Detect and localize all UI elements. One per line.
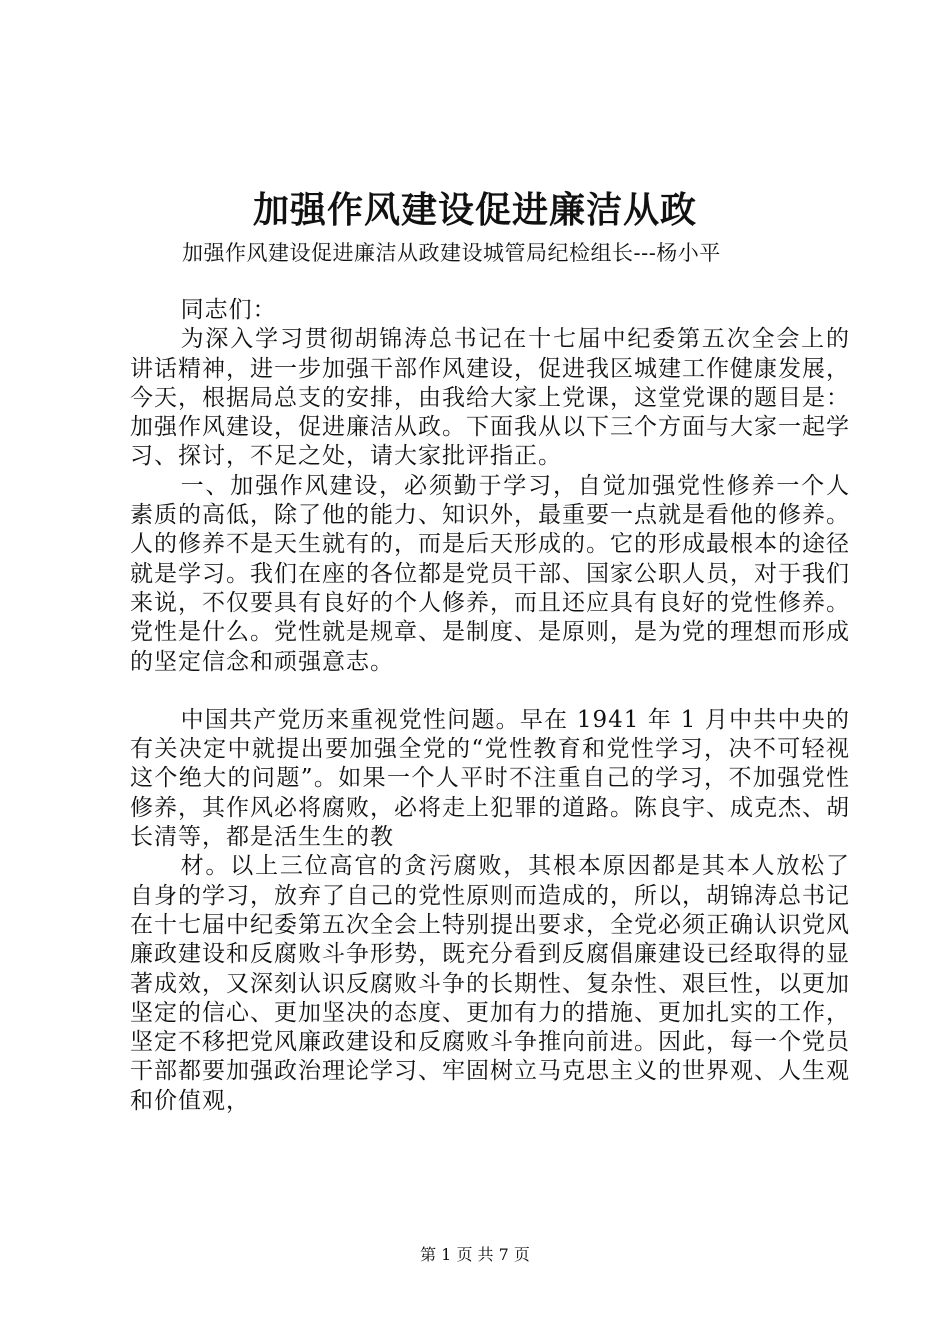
party-history-paragraph: 中国共产党历来重视党性问题。早在 1941 年 1 月中共中央的有关决定中就提出要加强全党的“党性教育和党性学习，决不可轻视这个绝大的问题”。如果一个人平时不注重自己的学习，不加强党性修养，其作风必将腐败，必将走上犯罪的道路。陈良宇、成克杰、胡长清等，都是活生生的教 [130, 706, 850, 851]
page-number-footer: 第 1 页 共 7 页 [420, 1245, 530, 1264]
document-body [130, 296, 850, 1116]
salutation-paragraph: 同志们： [180, 297, 277, 323]
document-subtitle: 加强作风建设促进廉洁从政建设城管局纪检组长---杨小平 [182, 241, 721, 265]
conclusion-paragraph: 材。以上三位高官的贪污腐败，其根本原因都是其本人放松了自身的学习，放弃了自己的党性原则而造成的，所以，胡锦涛总书记在十七届中纪委第五次全会上特别提出要求，全党必须正确认识党风廉政建设和反腐败斗争形势，既充分看到反腐倡廉建设已经取得的显著成效，又深刻认识反腐败斗争的长期性、复杂性、艰巨性，以更加坚定的信心、更加坚决的态度、更加有力的措施、更加扎实的工作，坚定不移把党风廉政建设和反腐败斗争推向前进。因此，每一个党员干部都要加强政治理论学习、牢固树立马克思主义的世界观、人生观和价值观， [130, 853, 850, 1114]
intro-paragraph: 为深入学习贯彻胡锦涛总书记在十七届中纪委第五次全会上的讲话精神，进一步加强干部作风建设，促进我区城建工作健康发展，今天，根据局总支的安排，由我给大家上党课，这堂党课的题目是：加强作风建设，促进廉洁从政。下面我从以下三个方面与大家一起学习、探讨，不足之处，请大家批评指正。 [130, 326, 850, 470]
section-one-paragraph: 一、加强作风建设，必须勤于学习，自觉加强党性修养一个人素质的高低，除了他的能力、知识外，最重要一点就是看他的修养。人的修养不是天生就有的，而是后天形成的。它的形成最根本的途径就是学习。我们在座的各位都是党员干部、国家公职人员，对于我们来说，不仅要具有良好的个人修养，而且还应具有良好的党性修养。党性是什么。党性就是规章、是制度、是原则，是为党的理想而形成的坚定信念和顽强意志。 [130, 472, 850, 675]
document-title: 加强作风建设促进廉洁从政 [252, 189, 697, 231]
